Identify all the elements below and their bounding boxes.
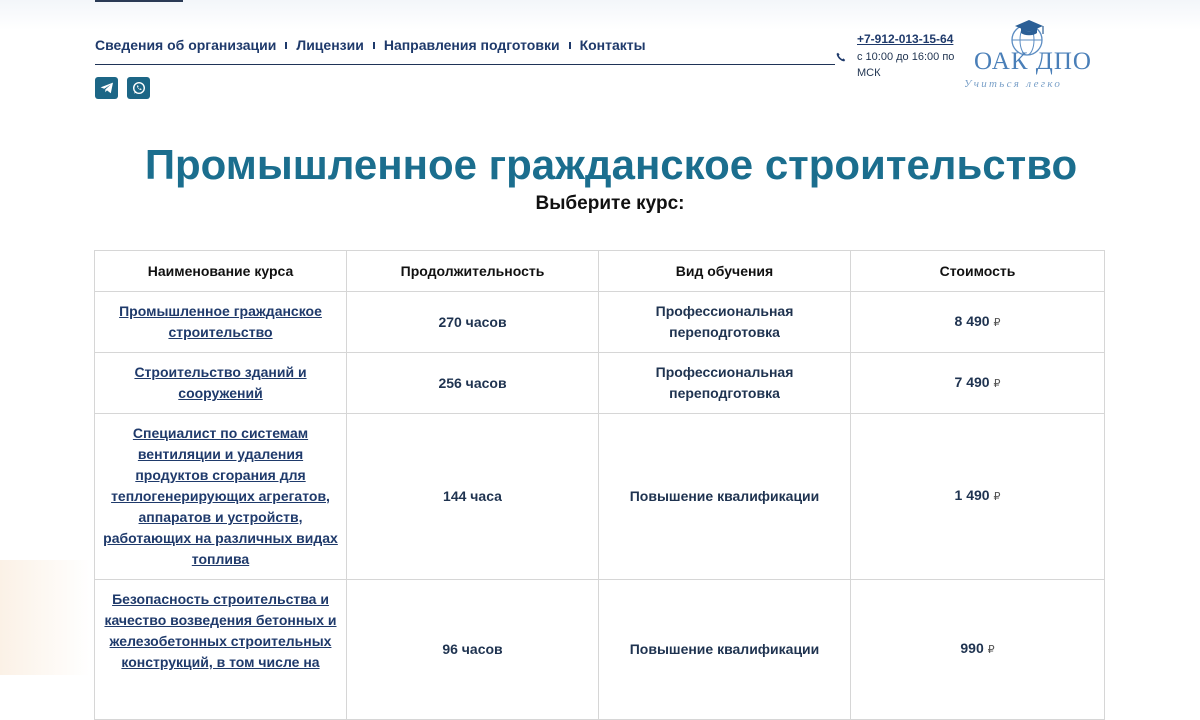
phone-link[interactable]: +7-912-013-15-64 (857, 32, 954, 46)
price-cell (851, 414, 1105, 580)
price-value: 8 490 (954, 312, 990, 329)
table-row (95, 580, 1105, 720)
currency-symbol: ₽ (993, 491, 1001, 503)
phone-icon (836, 52, 846, 62)
decorative-background (0, 560, 90, 675)
working-hours: с 10:00 до 16:00 по МСК (857, 51, 955, 79)
course-name-cell (95, 414, 347, 580)
table-row (95, 292, 1105, 353)
currency-symbol: ₽ (993, 316, 1001, 329)
price-value: 1 490 (954, 487, 990, 503)
column-header-price: Стоимость (851, 251, 1105, 292)
course-link[interactable]: Специалист по системам вентиляции и удаления продуктов сгорания для теплогенерирующих агрегатов, аппаратов и устройств, работающих на различных видах топлива (103, 425, 338, 567)
telegram-icon (100, 82, 114, 94)
price-cell (851, 353, 1105, 414)
main-navigation (95, 36, 835, 65)
nav-item-licenses[interactable]: Лицензии (296, 37, 364, 53)
whatsapp-icon (132, 81, 146, 95)
course-link[interactable]: Строительство зданий и сооружений (134, 364, 307, 401)
logo-name: ОАК ДПО (974, 48, 1092, 75)
page-subtitle: Выберите курс: (535, 193, 685, 214)
table-row (95, 353, 1105, 414)
course-name-cell (95, 292, 347, 353)
nav-item-organization-info[interactable]: Сведения об организации (95, 37, 277, 53)
column-header-duration: Продолжительность (347, 251, 599, 292)
duration-cell: 256 часов (347, 353, 599, 414)
study-type-cell: Профессиональная переподготовка (599, 292, 851, 353)
table-row (95, 414, 1105, 580)
duration-cell: 96 часов (347, 580, 599, 720)
duration-cell: 144 часа (347, 414, 599, 580)
study-type-cell: Повышение квалификации (599, 414, 851, 580)
header-accent-line (95, 0, 183, 2)
nav-item-contacts[interactable]: Контакты (579, 37, 646, 53)
course-link[interactable]: Безопасность строительства и качество возведения бетонных и железобетонных строительных конструкций, в том числе на (104, 591, 337, 670)
nav-separator (285, 42, 287, 49)
price-value: 990 (960, 640, 984, 656)
study-type-cell: Профессиональная переподготовка (599, 353, 851, 414)
telegram-button[interactable] (95, 77, 118, 99)
currency-symbol: ₽ (987, 644, 995, 656)
course-link[interactable]: Промышленное гражданское строительство (119, 303, 322, 340)
table-header-row (95, 251, 1105, 292)
logo-tagline: Учиться легко (964, 78, 1063, 90)
nav-separator (373, 42, 375, 49)
page-title: Промышленное гражданское строительство (144, 141, 1078, 188)
course-name-cell (95, 580, 347, 720)
price-value: 7 490 (954, 373, 990, 390)
currency-symbol: ₽ (993, 377, 1001, 390)
column-header-study-type: Вид обучения (599, 251, 851, 292)
social-links (95, 77, 150, 99)
column-header-course-name: Наименование курса (95, 251, 347, 292)
study-type-cell: Повышение квалификации (599, 580, 851, 720)
course-name-cell (95, 353, 347, 414)
logo[interactable] (960, 16, 1100, 94)
duration-cell: 270 часов (347, 292, 599, 353)
price-cell (851, 580, 1105, 720)
whatsapp-button[interactable] (127, 77, 150, 99)
courses-table (94, 250, 1105, 720)
nav-separator (569, 42, 571, 49)
nav-item-training-directions[interactable]: Направления подготовки (383, 37, 560, 53)
price-cell (851, 292, 1105, 353)
